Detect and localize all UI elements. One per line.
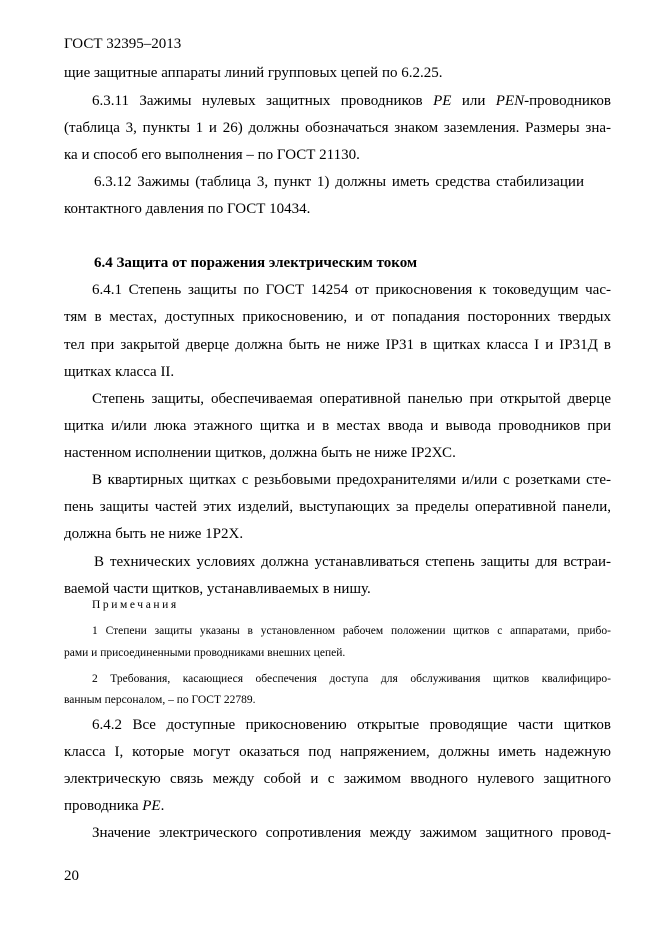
text-line: (таблица 3, пункты 1 и 26) должны обозначаться знаком заземления. Размеры зна- <box>64 120 611 136</box>
text-line: В квартирных щитках с резьбовыми предохранителями и/или с розетками сте- <box>92 472 611 488</box>
note-1-cont: рами и присоединенными проводниками внешних цепей. <box>64 647 346 659</box>
note-2: 2 Требования, касающиеся обеспечения доступа для обслуживания щитков квалифициро- <box>92 673 611 685</box>
text-line: ваемой части щитков, устанавливаемых в нишу. <box>64 581 371 597</box>
text-line: проводника PE. <box>64 798 165 814</box>
text-line: Степень защиты, обеспечиваемая оперативной панелью при открытой дверце <box>92 391 611 407</box>
text-line: контактного давления по ГОСТ 10434. <box>64 201 311 217</box>
paragraph-6-3-12: 6.3.12 Зажимы (таблица 3, пункт 1) должны иметь средства стабилизации <box>94 174 584 190</box>
text-line: тям в местах, доступных прикосновению, и от попадания посторонних твердых <box>64 309 611 325</box>
text-line: класса I, которые могут оказаться под напряжением, должны иметь надежную <box>64 744 611 760</box>
document-header: ГОСТ 32395–2013 <box>64 36 182 52</box>
paragraph-6-4-1: 6.4.1 Степень защиты по ГОСТ 14254 от прикосновения к токоведущим час- <box>92 282 611 298</box>
note-1: 1 Степени защиты указаны в установленном рабочем положении щитков с аппаратами, прибо- <box>92 625 611 637</box>
text-line: тел при закрытой дверце должна быть не ниже IP31 в щитках класса I и IP31Д в <box>64 337 611 353</box>
note-2-cont: ванным персоналом, – по ГОСТ 22789. <box>64 694 256 706</box>
text-line: щие защитные аппараты линий групповых цепей по 6.2.25. <box>64 65 443 81</box>
paragraph-6-3-11: 6.3.11 Зажимы нулевых защитных проводников PE или PEN-проводников <box>92 93 611 109</box>
text-line: В технических условиях должна устанавливаться степень защиты для встраи- <box>94 554 611 570</box>
text-line: пень защиты частей этих изделий, выступающих за пределы оперативной панели, <box>64 499 611 515</box>
paragraph-6-4-2: 6.4.2 Все доступные прикосновению открытые проводящие части щитков <box>92 717 611 733</box>
text-line: щитка и/или люка этажного щитка и в местах ввода и вывода проводников при <box>64 418 611 434</box>
page-number: 20 <box>64 868 79 884</box>
text-line: должна быть не ниже 1P2X. <box>64 526 244 542</box>
text-line: настенном исполнении щитков, должна быть не ниже IP2ХС. <box>64 445 456 461</box>
text-line: ка и способ его выполнения – по ГОСТ 21130. <box>64 147 360 163</box>
text-line: Значение электрического сопротивления между зажимом защитного провод- <box>92 825 611 841</box>
text-line: щитках класса II. <box>64 364 175 380</box>
section-heading: 6.4 Защита от поражения электрическим током <box>94 255 418 271</box>
notes-title: Примечания <box>92 599 179 611</box>
text-line: электрическую связь между собой и с зажимом вводного нулевого защитного <box>64 771 611 787</box>
